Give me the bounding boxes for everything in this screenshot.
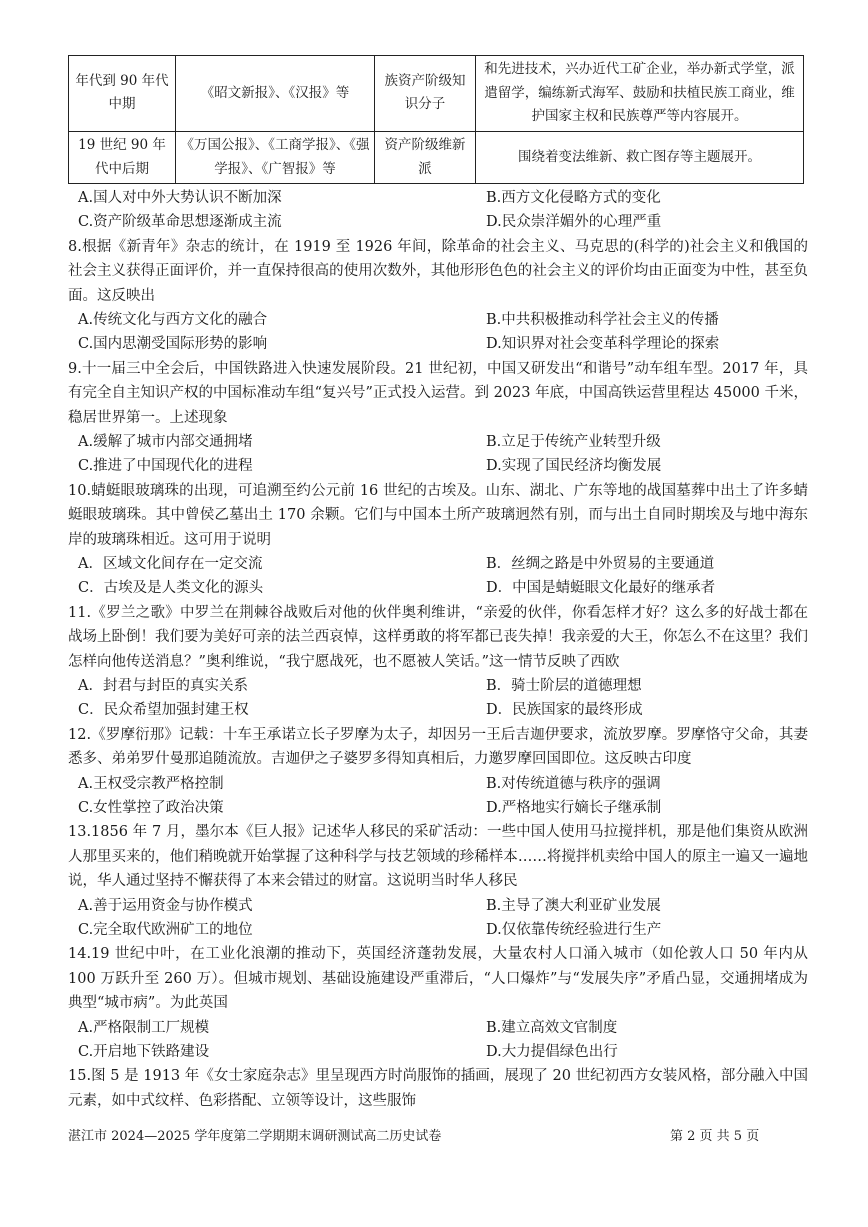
q13-option-c[interactable]: C.完全取代欧洲矿工的地位	[78, 921, 253, 938]
q8-option-c[interactable]: C.国内思潮受国际形势的影响	[78, 336, 268, 353]
table-cell-content: 和先进技术，兴办近代工矿企业，举办新式学堂，派遣留学，编练新式海军、鼓励和扶植民族工商业，维护国家主权和民族尊严等内容展开。	[476, 56, 804, 132]
q12-stem: 12.《罗摩衍那》记载：十车王承诺立长子罗摩为太子，却因另一王后吉迦伊要求，流放罗摩。罗摩恪守父命，其妻悉多、弟弟罗什曼那追随流放。吉迦伊之子婆罗多得知真相后，力邀罗摩回国即位。这反映古印度	[68, 726, 808, 768]
q7-option-d[interactable]: D.民众崇洋媚外的心理严重	[486, 214, 662, 231]
q9-stem: 9.十一届三中全会后，中国铁路进入快速发展阶段。21 世纪初，中国又研发出“和谐号”动车组车型。2017 年，具有完全自主知识产权的中国标准动车组“复兴号”正式投入运营。到 2023 年底，中国高铁运营里程达 45000 千米，稳居世界第一。上述现象	[68, 360, 808, 426]
q13-option-d[interactable]: D.仅依靠传统经验进行生产	[486, 921, 662, 938]
newspaper-table	[68, 55, 804, 184]
q11-option-a[interactable]: A．封君与封臣的真实关系	[78, 678, 248, 694]
q13-option-b[interactable]: B.主导了澳大利亚矿业发展	[486, 897, 661, 914]
q8-stem: 8.根据《新青年》杂志的统计，在 1919 至 1926 年间，除革命的社会主义、马克思的(科学的)社会主义和俄国的社会主义获得正面评价，并一直保持很高的使用次数外，其他形形色色的社会主义的评价均由正面变为中性，甚至负面。这反映出	[68, 238, 808, 304]
q9-option-d[interactable]: D.实现了国民经济均衡发展	[486, 458, 662, 475]
q8-options-row-1	[68, 308, 808, 332]
table-cell-papers: 《昭文新报》、《汉报》等	[176, 56, 375, 132]
table-row	[69, 56, 804, 132]
q8-options-row-2	[68, 332, 808, 356]
page-number: 第 2 页 共 5 页	[670, 1129, 760, 1144]
q14-option-a[interactable]: A.严格限制工厂规模	[78, 1019, 210, 1036]
q14-option-d[interactable]: D.大力提倡绿色出行	[486, 1043, 618, 1060]
q11-options-row-1	[68, 674, 808, 698]
q13-stem: 13.1856 年 7 月，墨尔本《巨人报》记述华人移民的采矿活动：一些中国人使用马拉搅拌机，那是他们集资从欧洲人那里买来的，他们稍晚就开始掌握了这种科学与技艺领域的珍稀样本……将搅拌机卖给中国人的原主一遍又一遍地说，华人通过坚持不懈获得了本来会错过的财富。这说明当时华人移民	[68, 824, 808, 890]
q12-option-a[interactable]: A.王权受宗教严格控制	[78, 775, 224, 792]
q14-stem: 14.19 世纪中叶，在工业化浪潮的推动下，英国经济蓬勃发展，大量农村人口涌入城市（如伦敦人口 50 年内从 100 万跃升至 260 万）。但城市规划、基础设施建设严重滞后，“人口爆炸”与“发展失序”矛盾凸显，交通拥堵成为典型“城市病”。为此英国	[68, 946, 808, 1012]
q8-option-a[interactable]: A.传统文化与西方文化的融合	[78, 312, 268, 328]
q7-option-c[interactable]: C.资产阶级革命思想逐渐成主流	[78, 214, 282, 231]
q12-option-c[interactable]: C.女性掌控了政治决策	[78, 799, 224, 816]
q10-option-a[interactable]: A．区域文化间存在一定交流	[78, 556, 263, 572]
q15-stem: 15.图 5 是 1913 年《女士家庭杂志》里呈现西方时尚服饰的插画，展现了 20 世纪初西方女装风格，部分融入中国元素，如中式纹样、色彩搭配、立领等设计，这些服饰	[68, 1068, 808, 1109]
q9-options-row-2	[68, 454, 808, 478]
q14-options-row-2	[68, 1040, 808, 1064]
q10-options-row-1	[68, 552, 808, 576]
q10-option-d[interactable]: D．中国是蜻蜓眼文化最好的继承者	[486, 580, 716, 597]
q11-option-c[interactable]: C．民众希望加强封建王权	[78, 702, 249, 719]
exam-title: 湛江市 2024—2025 学年度第二学期期末调研测试高二历史试卷	[68, 1129, 442, 1144]
q13-option-a[interactable]: A.善于运用资金与协作模式	[78, 897, 253, 914]
q14-options-row-1	[68, 1016, 808, 1040]
q12-option-d[interactable]: D.严格地实行嫡长子继承制	[486, 799, 662, 816]
q11-option-d[interactable]: D．民族国家的最终形成	[486, 702, 643, 719]
q12-options-row-1	[68, 772, 808, 796]
q9-option-b[interactable]: B.立足于传统产业转型升级	[486, 434, 661, 450]
q11-stem: 11.《罗兰之歌》中罗兰在荆棘谷战败后对他的伙伴奥利维讲，“亲爱的伙伴，你看怎样才好？这么多的好战士都在战场上卧倒！我们要为美好可亲的法兰西哀悼，这样勇敢的将军都已丧失掉！我亲爱的大王，你怎么不在这里？我们怎样向他传送消息？”奥利维说，“我宁愿战死，也不愿被人笑话。”这一情节反映了西欧	[68, 604, 808, 670]
table-cell-period: 19 世纪 90 年代中后期	[69, 131, 176, 183]
q8-option-d[interactable]: D.知识界对社会变革科学理论的探索	[486, 336, 720, 353]
q10-option-b[interactable]: B．丝绸之路是中外贸易的主要通道	[486, 556, 715, 572]
q14-option-c[interactable]: C.开启地下铁路建设	[78, 1043, 210, 1060]
table-row	[69, 131, 804, 183]
q7-option-a[interactable]: A.国人对中外大势认识不断加深	[78, 190, 282, 206]
q8-option-b[interactable]: B.中共积极推动科学社会主义的传播	[486, 312, 719, 328]
table-cell-group: 族资产阶级知识分子	[375, 56, 476, 132]
q9-options-row-1	[68, 430, 808, 454]
q10-options-row-2	[68, 576, 808, 600]
q13-options-row-2	[68, 918, 808, 942]
q9-option-c[interactable]: C.推进了中国现代化的进程	[78, 458, 253, 475]
q7-options-row-2	[68, 210, 808, 234]
q11-option-b[interactable]: B．骑士阶层的道德理想	[486, 678, 642, 694]
q10-stem: 10.蜻蜓眼玻璃珠的出现，可追溯至约公元前 16 世纪的古埃及。山东、湖北、广东等地的战国墓葬中出土了许多蜻蜓眼玻璃珠。其中曾侯乙墓出土 170 余颗。它们与中国本土所产玻璃迥然有别，而与出土自同时期埃及与地中海东岸的玻璃珠相近。这可用于说明	[68, 482, 808, 548]
question-list	[68, 186, 808, 1113]
table-cell-content: 围绕着变法维新、救亡图存等主题展开。	[476, 131, 804, 183]
q7-options-row-1	[68, 186, 808, 210]
q12-options-row-2	[68, 796, 808, 820]
q14-option-b[interactable]: B.建立高效文官制度	[486, 1019, 618, 1036]
q9-option-a[interactable]: A.缓解了城市内部交通拥堵	[78, 434, 253, 450]
table-cell-period: 年代到 90 年代中期	[69, 56, 176, 132]
table-cell-group: 资产阶级维新派	[375, 131, 476, 183]
q12-option-b[interactable]: B.对传统道德与秩序的强调	[486, 775, 661, 792]
q11-options-row-2	[68, 698, 808, 722]
table-cell-papers: 《万国公报》、《工商学报》、《强学报》、《广智报》等	[176, 131, 375, 183]
q10-option-c[interactable]: C．古埃及是人类文化的源头	[78, 580, 264, 597]
q13-options-row-1	[68, 894, 808, 918]
q7-option-b[interactable]: B.西方文化侵略方式的变化	[486, 190, 661, 206]
